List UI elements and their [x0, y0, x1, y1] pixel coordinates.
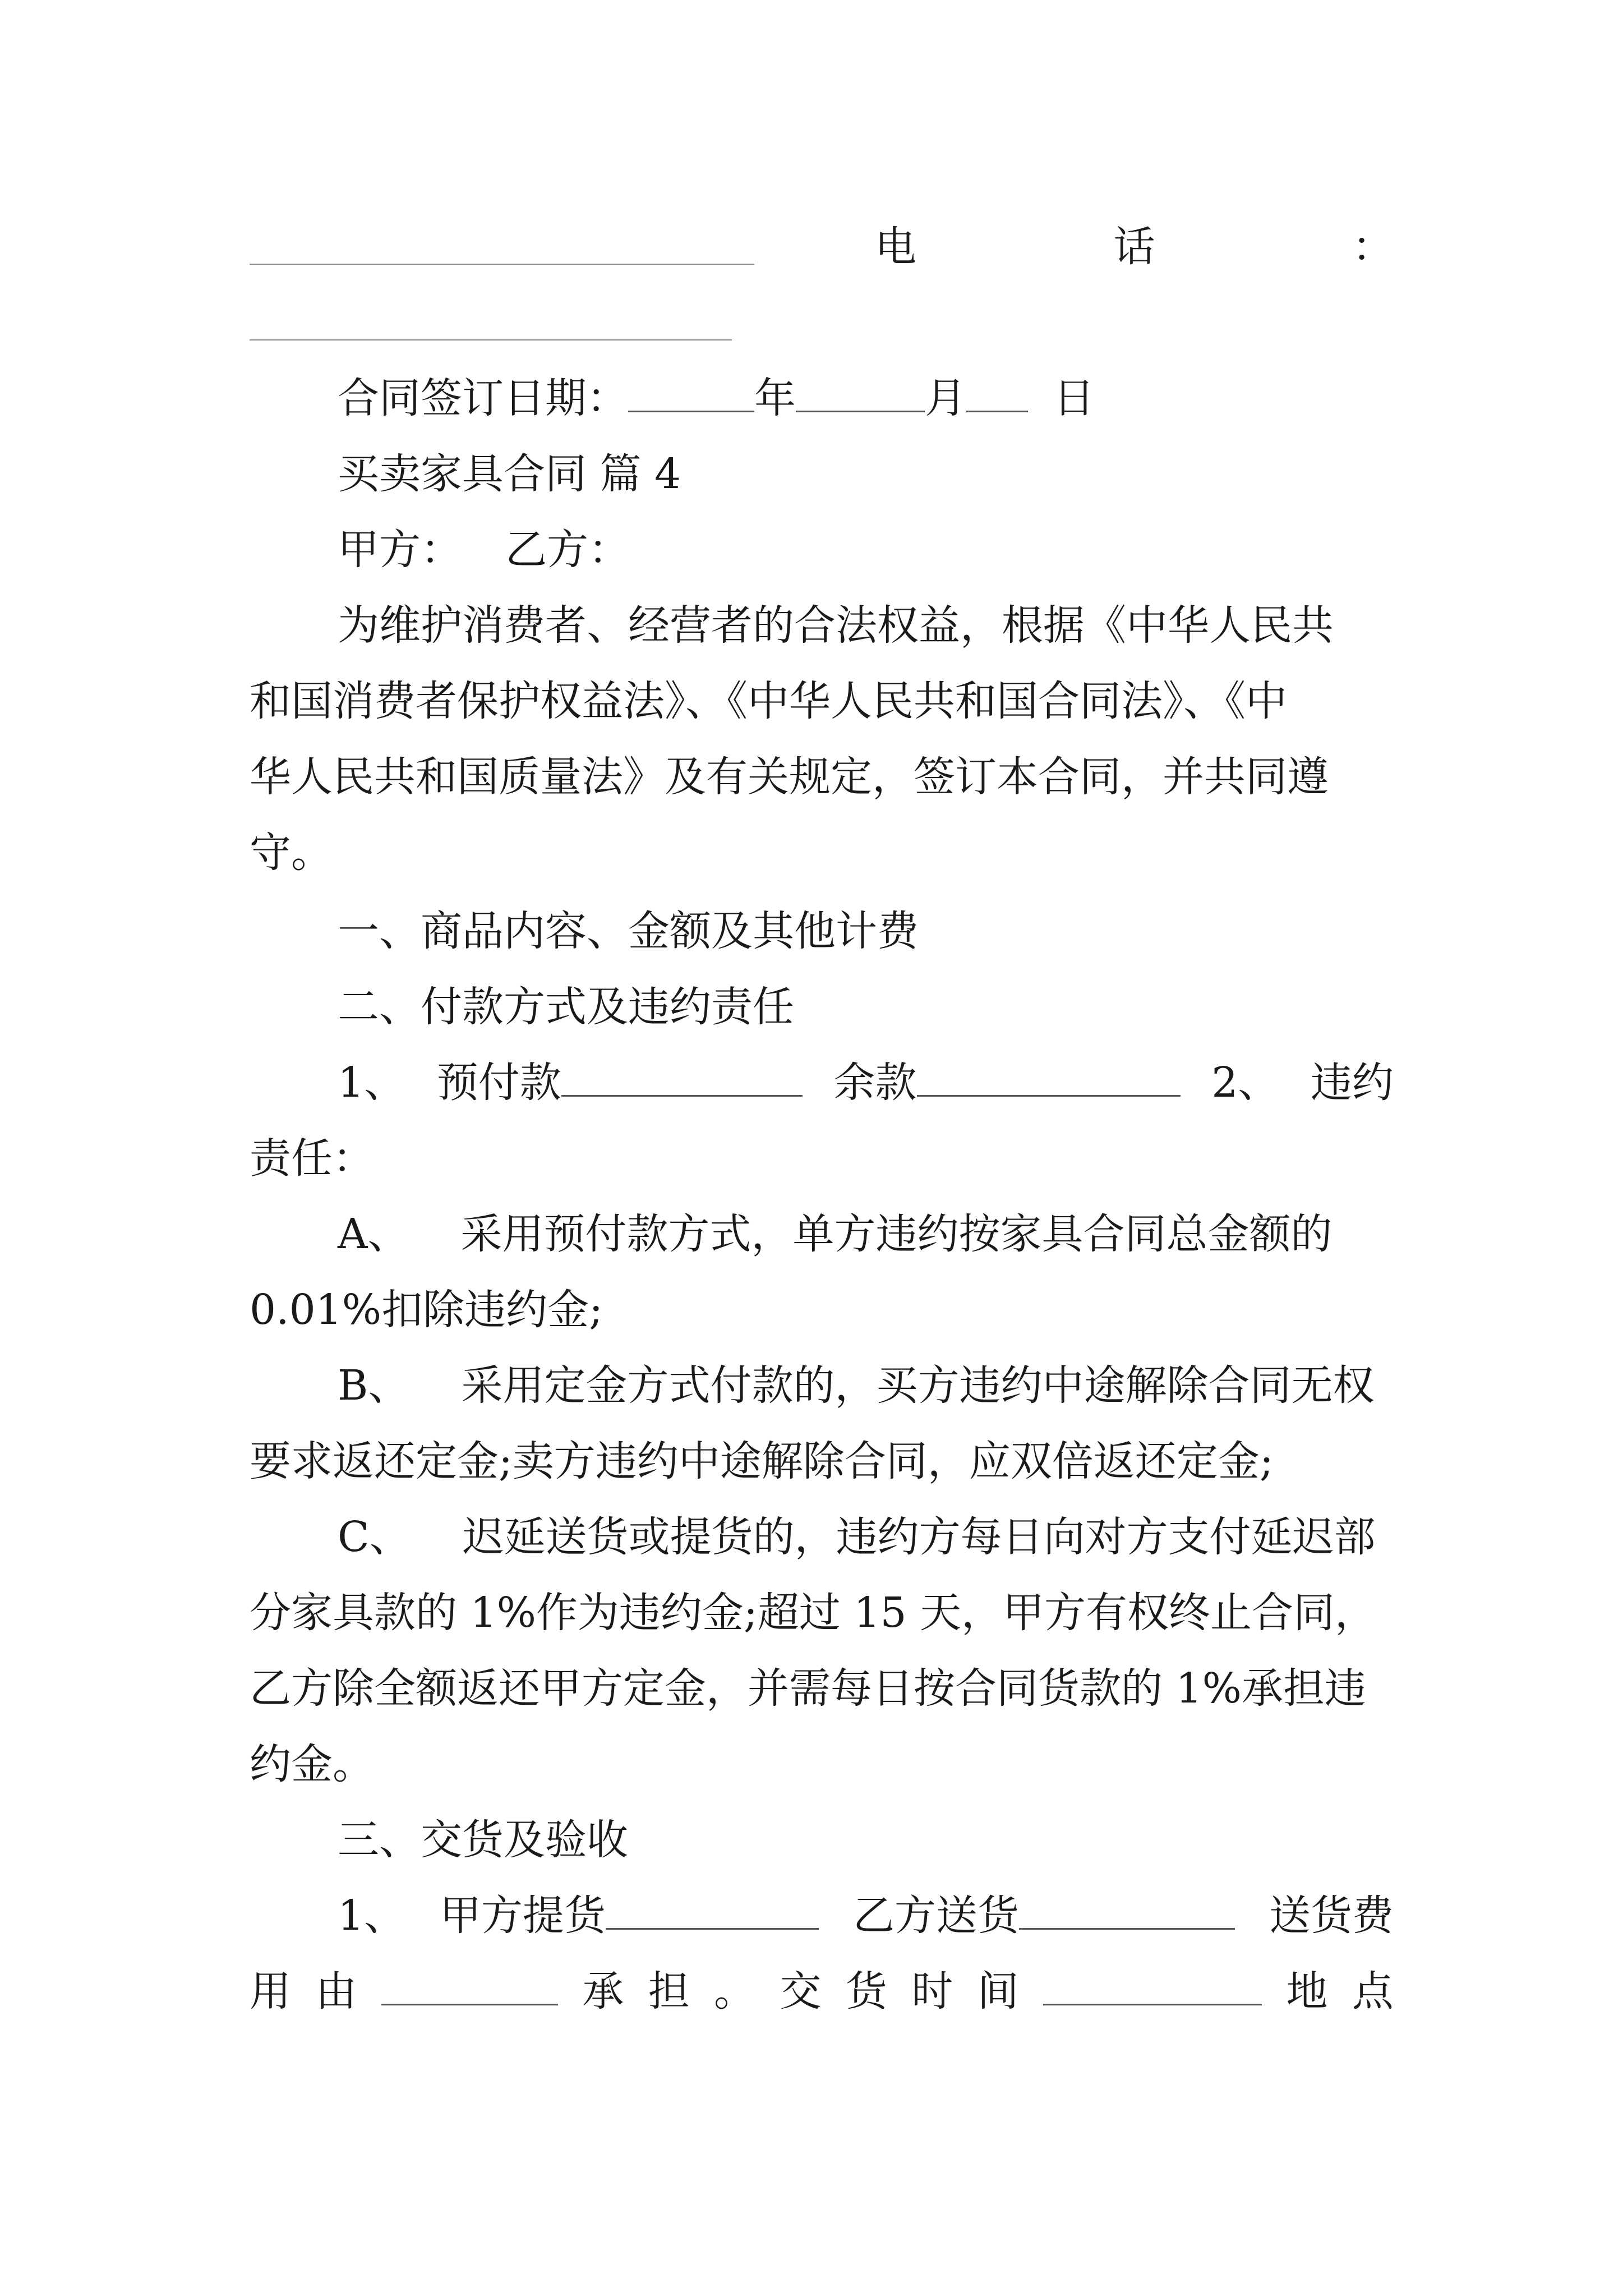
prepay-label: 预付款: [436, 1059, 561, 1107]
phone-label-char-1: 电: [875, 223, 916, 271]
send-label: 乙方送货: [853, 1892, 1020, 1940]
preamble-line-4: 守。: [250, 829, 333, 877]
preamble-line-1: 为维护消费者、经营者的合法权益，根据《中华人民共: [338, 601, 1334, 650]
fee-bearer-blank[interactable]: [381, 1964, 558, 2005]
party-a-label: 甲方：: [338, 526, 462, 574]
send-blank[interactable]: [1019, 1889, 1235, 1930]
section-heading-3: 三、交货及验收: [338, 1816, 628, 1864]
text-char-dian: 点: [1352, 1967, 1394, 2016]
party-b-label: 乙方：: [505, 526, 630, 574]
text-char-jian: 间: [977, 1967, 1019, 2016]
delivery-item-1-number: 1、: [338, 1892, 406, 1940]
clause-c-line-4: 约金。: [250, 1740, 374, 1788]
send-group: [853, 1888, 1235, 1944]
section-heading-1: 一、商品内容、金额及其他计费: [338, 907, 919, 955]
phone-row: [875, 219, 1394, 275]
balance-label: 余款: [833, 1059, 917, 1107]
text-char-di: 地: [1286, 1967, 1328, 2016]
clause-c-text-1: 迟延送货或提货的，违约方每日向对方支付延迟部: [462, 1513, 1376, 1561]
month-label: 月: [925, 374, 966, 422]
clause-b-line-1: [250, 1358, 1394, 1414]
preamble-line-3: 华人民共和国质量法》及有关规定，签订本合同，并共同遵: [250, 753, 1329, 801]
section-heading-2: 二、付款方式及违约责任: [338, 983, 794, 1031]
clause-b-label: B、: [338, 1361, 410, 1410]
clause-c-line-1: [250, 1509, 1394, 1565]
clause-c-label: C、: [338, 1513, 411, 1561]
payment-row: [250, 1055, 1394, 1111]
phone-label-char-2: 话: [1113, 223, 1155, 271]
month-blank[interactable]: [796, 371, 925, 412]
blank-line-top: [250, 264, 754, 265]
year-label: 年: [754, 374, 796, 422]
text-char-yong: 用: [250, 1967, 291, 2016]
pickup-blank[interactable]: [606, 1889, 819, 1930]
sign-date-row: [250, 370, 1394, 426]
clause-b-line-2: 要求返还定金;卖方违约中途解除合同，应双倍返还定金;: [250, 1437, 1274, 1485]
text-char-you: 由: [315, 1967, 357, 2016]
payment-item-2-continued: 责任：: [250, 1134, 374, 1182]
text-char-dan: 担: [648, 1967, 690, 2016]
delivery-time-blank[interactable]: [1043, 1964, 1262, 2005]
day-blank[interactable]: [966, 371, 1028, 412]
title-name: 买卖家具合同: [338, 450, 587, 498]
clause-c-line-2: 分家具款的 1%作为违约金;超过 15 天，甲方有权终止合同，: [250, 1589, 1377, 1637]
text-char-jiao: 交: [780, 1967, 822, 2016]
text-char-huo: 货: [845, 1967, 887, 2016]
phone-colon: ：: [1352, 223, 1394, 271]
clause-b-text-1: 采用定金方式付款的，买方违约中途解除合同无权: [461, 1361, 1375, 1410]
prepay-blank[interactable]: [561, 1056, 803, 1097]
year-blank[interactable]: [628, 371, 754, 412]
clause-a-line-2: 0.01%扣除违约金;: [250, 1286, 603, 1334]
sign-date-label: 合同签订日期：: [338, 374, 628, 422]
pickup-label: 甲方提货: [440, 1892, 606, 1940]
clause-a-label: A、: [338, 1210, 409, 1258]
clause-a-text-1: 采用预付款方式，单方违约按家具合同总金额的: [460, 1210, 1332, 1258]
title-section: 篇 4: [600, 450, 681, 498]
preamble-line-2: 和国消费者保护权益法》、《中华人民共和国合同法》、《中: [250, 677, 1287, 725]
text-char-shi: 时: [911, 1967, 953, 2016]
prepay-group: [437, 1055, 803, 1111]
parties-row: [250, 522, 1394, 578]
text-char-cheng: 承: [582, 1967, 624, 2016]
payment-item-2-text: 违约: [1311, 1059, 1394, 1107]
balance-blank[interactable]: [917, 1056, 1181, 1097]
payment-item-1-number: 1、: [338, 1059, 406, 1107]
payment-item-2-number: 2、: [1211, 1059, 1280, 1107]
text-char-period: 。: [714, 1967, 756, 2016]
blank-line-phone: [250, 339, 732, 341]
delivery-row-2: [250, 1963, 1394, 2019]
balance-group: [834, 1055, 1181, 1111]
fee-label: 送货费: [1269, 1892, 1394, 1940]
clause-a-line-1: [250, 1206, 1394, 1262]
day-label: 日: [1053, 374, 1095, 422]
pickup-group: [440, 1888, 819, 1944]
contract-title: [250, 446, 1394, 502]
clause-c-line-3: 乙方除全额返还甲方定金，并需每日按合同货款的 1%承担违: [250, 1664, 1366, 1713]
delivery-row-1: [250, 1888, 1394, 1944]
